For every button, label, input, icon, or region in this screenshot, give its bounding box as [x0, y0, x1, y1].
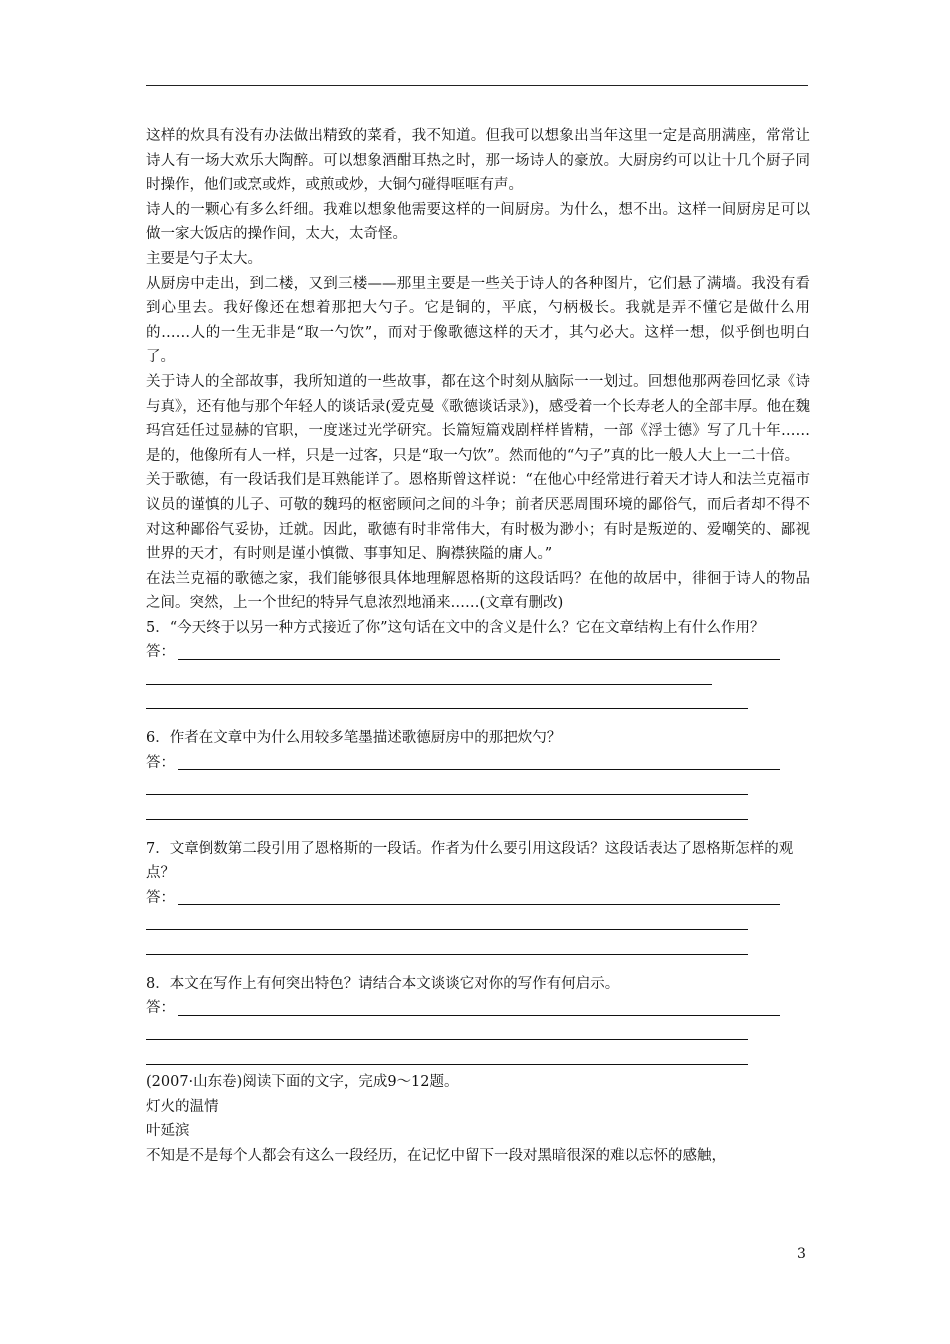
article-first-line: 不知是不是每个人都会有这么一段经历，在记忆中留下一段对黑暗很深的难以忘怀的感触， — [146, 1147, 726, 1164]
answer-blank[interactable] — [146, 800, 810, 825]
paragraph: 关于歌德，有一段话我们是耳熟能详了。恩格斯曾这样说：“在他心中经常进行着天才诗人和法兰克福市议员的谨慎的儿子、可敬的魏玛的枢密顾问之间的斗争；前者厌恶周围环境的鄙俗气，而后者却不得不对这种鄙俗气妥协，迁就。因此，歌德有时非常伟大，有时极为渺小；有时是叛逆的、爱嘲笑的、鄙视世界的天才，有时则是谨小慎微、事事知足、胸襟狭隘的庸人。” — [146, 472, 810, 563]
page-number: 3 — [797, 1246, 806, 1262]
article-title: 灯火的温情 — [146, 1098, 219, 1115]
paragraph: 这样的炊具有没有办法做出精致的菜肴，我不知道。但我可以想象出当年这里一定是高朋满座，常常让诗人有一场大欢乐大陶醉。可以想象酒酣耳热之时，那一场诗人的豪放。大厨房约可以让十几个厨子同时操作，他们或烹或炸，或煎或炒，大铜勺碰得哐哐有声。 — [146, 128, 810, 194]
answer-blank[interactable] — [146, 690, 810, 715]
answer-blank[interactable] — [146, 775, 810, 800]
answer-line[interactable] — [146, 640, 810, 665]
answer-blank[interactable] — [146, 910, 810, 935]
answer-blank[interactable] — [146, 1045, 810, 1070]
question-8 — [146, 972, 810, 1070]
answer-blank[interactable] — [146, 1021, 810, 1046]
question-text: 8．本文在写作上有何突出特色？请结合本文谈谈它对你的写作有何启示。 — [146, 975, 620, 992]
answer-label: 答： — [146, 754, 175, 771]
question-text: 5．“今天终于以另一种方式接近了你”这句话在文中的含义是什么？它在文章结构上有什么作用？ — [146, 619, 765, 636]
answer-line[interactable] — [146, 751, 810, 776]
question-5 — [146, 616, 810, 714]
header-rule — [146, 85, 808, 86]
page-content — [146, 124, 810, 1168]
question-7 — [146, 837, 810, 960]
answer-blank[interactable] — [146, 935, 810, 960]
section-intro: (2007·山东卷)阅读下面的文字，完成9～12题。 — [146, 1073, 459, 1090]
paragraph: 诗人的一颗心有多么纤细。我难以想象他需要这样的一间厨房。为什么，想不出。这样一间厨房足可以做一家大饭店的操作间，太大，太奇怪。 — [146, 201, 810, 243]
paragraph: 关于诗人的全部故事，我所知道的一些故事，都在这个时刻从脑际一一划过。回想他那两卷回忆录《诗与真》，还有他与那个年轻人的谈话录(爱克曼《歌德谈话录》)，感受着一个长寿老人的全部丰厚。他在魏玛宫廷任过显赫的官职，一度迷过光学研究。长篇短篇戏剧样样皆精，一部《浮士德》写了几十年……是的，他像所有人一样，只是一过客，只是“取一勺饮”。然而他的“勺子”真的比一般人大上一二十倍。 — [146, 373, 810, 464]
question-text: 7．文章倒数第二段引用了恩格斯的一段话。作者为什么要引用这段话？这段话表达了恩格斯怎样的观点？ — [146, 840, 794, 882]
answer-blank[interactable] — [146, 665, 810, 690]
paragraph: 主要是勺子太大。 — [146, 250, 262, 267]
answer-label: 答： — [146, 644, 175, 661]
answer-line[interactable] — [146, 996, 810, 1021]
answer-line[interactable] — [146, 886, 810, 911]
paragraph: 从厨房中走出，到二楼，又到三楼——那里主要是一些关于诗人的各种图片，它们悬了满墙。我没有看到心里去。我好像还在想着那把大勺子。它是铜的，平底，勺柄极长。我就是弄不懂它是做什么用的……人的一生无非是“取一勺饮”，而对于像歌德这样的天才，其勺必大。这样一想，似乎倒也明白了。 — [146, 275, 810, 366]
question-6 — [146, 726, 810, 824]
answer-label: 答： — [146, 1000, 175, 1017]
article-author: 叶延滨 — [146, 1123, 190, 1140]
paragraph: 在法兰克福的歌德之家，我们能够很具体地理解恩格斯的这段话吗？在他的故居中，徘徊于诗人的物品之间。突然，上一个世纪的特异气息浓烈地涌来……(文章有删改) — [146, 570, 810, 612]
answer-label: 答： — [146, 889, 175, 906]
question-text: 6．作者在文章中为什么用较多笔墨描述歌德厨房中的那把炊勺？ — [146, 730, 562, 747]
